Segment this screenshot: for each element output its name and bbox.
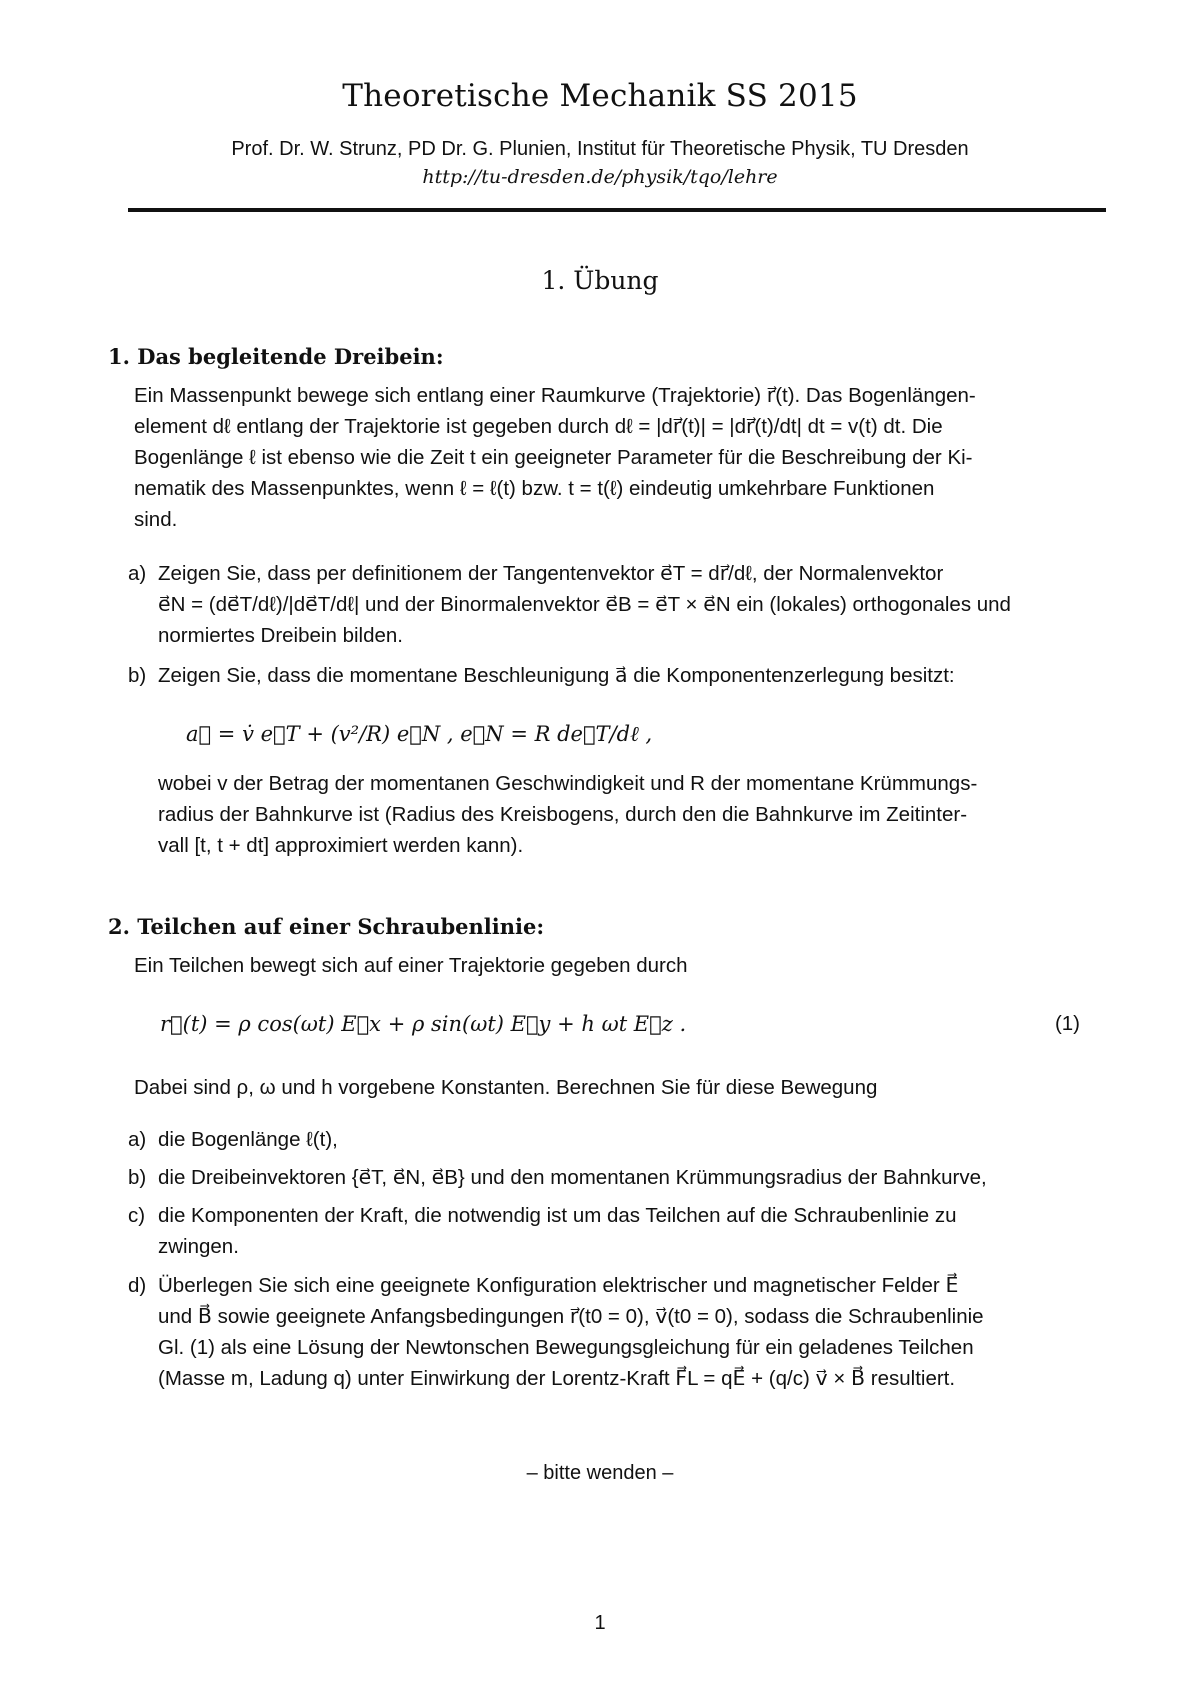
- item-label: b): [128, 664, 147, 687]
- problem-2-item-c: [128, 1200, 1080, 1262]
- item-line: und B⃗ sowie geeignete Anfangsbedingungen r⃗(t0 = 0), v⃗(t0 = 0), sodass die Schraubenlinie: [158, 1305, 984, 1328]
- header-rule: [128, 208, 1106, 212]
- item-line: Zeigen Sie, dass per definitionem der Tangentenvektor e⃗T = dr⃗/dℓ, der Normalenvektor: [158, 562, 944, 585]
- item-line: Zeigen Sie, dass die momentane Beschleunigung a⃗ die Komponentenzerlegung besitzt:: [158, 664, 955, 687]
- item-label: b): [128, 1166, 147, 1189]
- item-line: zwingen.: [158, 1235, 239, 1258]
- problem-2-heading: 2. Teilchen auf einer Schraubenlinie:: [108, 914, 545, 939]
- item-line: die Komponenten der Kraft, die notwendig ist um das Teilchen auf die Schraubenlinie zu: [158, 1204, 957, 1227]
- item-label: d): [128, 1274, 147, 1297]
- item-line: e⃗N = (de⃗T/dℓ)/|de⃗T/dℓ| und der Binormalenvektor e⃗B = e⃗T × e⃗N ein (lokales) orthogonales und: [158, 593, 1011, 616]
- problem-2-intro: Ein Teilchen bewegt sich auf einer Trajektorie gegeben durch: [134, 954, 688, 977]
- problem-2-item-a: [128, 1124, 1080, 1155]
- item-line: Überlegen Sie sich eine geeignete Konfiguration elektrischer und magnetischer Felder E⃗: [158, 1274, 959, 1297]
- problem-1-item-b-explanation: [158, 768, 1080, 861]
- item-line: radius der Bahnkurve ist (Radius des Kreisbogens, durch den die Bahnkurve im Zeitinter-: [158, 803, 968, 826]
- equation-number: (1): [1054, 1012, 1080, 1035]
- item-line: vall [t, t + dt] approximiert werden kann).: [158, 834, 524, 857]
- item-label: a): [128, 1128, 147, 1151]
- problem-1-item-b: [128, 660, 1080, 691]
- page-number: 1: [594, 1612, 606, 1634]
- course-url[interactable]: http://tu-dresden.de/physik/tqo/lehre: [422, 166, 778, 188]
- problem-1-intro-line: nematik des Massenpunktes, wenn ℓ = ℓ(t) bzw. t = t(ℓ) eindeutig umkehrbare Funktionen: [134, 477, 935, 500]
- authors-line: Prof. Dr. W. Strunz, PD Dr. G. Plunien, Institut für Theoretische Physik, TU Dresden: [231, 138, 969, 160]
- problem-1-intro-line: sind.: [134, 508, 178, 531]
- problem-1-item-a: [128, 558, 1080, 651]
- item-line: normiertes Dreibein bilden.: [158, 624, 403, 647]
- sheet-title: 1. Übung: [541, 266, 659, 295]
- acceleration-equation: a⃗ = v̇ e⃗T + (v²/R) e⃗N , e⃗N = R de⃗T/dℓ ,: [186, 722, 653, 746]
- helix-equation: r⃗(t) = ρ cos(ωt) E⃗x + ρ sin(ωt) E⃗y + h ωt E⃗z .: [160, 1012, 687, 1036]
- item-label: a): [128, 562, 147, 585]
- problem-1-intro-line: Ein Massenpunkt bewege sich entlang einer Raumkurve (Trajektorie) r⃗(t). Das Bogenlängen-: [134, 384, 976, 407]
- problem-2-after-equation: Dabei sind ρ, ω und h vorgebene Konstanten. Berechnen Sie für diese Bewegung: [134, 1076, 878, 1099]
- problem-1-heading: 1. Das begleitende Dreibein:: [108, 344, 444, 369]
- item-line: (Masse m, Ladung q) unter Einwirkung der Lorentz-Kraft F⃗L = qE⃗ + (q/c) v⃗ × B⃗ resultiert.: [158, 1367, 956, 1390]
- course-title: Theoretische Mechanik SS 2015: [342, 78, 858, 114]
- item-line: die Dreibeinvektoren {e⃗T, e⃗N, e⃗B} und den momentanen Krümmungsradius der Bahnkurve,: [158, 1166, 987, 1189]
- problem-1-intro-line: Bogenlänge ℓ ist ebenso wie die Zeit t ein geeigneter Parameter für die Beschreibung der Ki-: [134, 446, 973, 469]
- item-label: c): [128, 1204, 146, 1227]
- problem-1-intro-line: element dℓ entlang der Trajektorie ist gegeben durch dℓ = |dr⃗(t)| = |dr⃗(t)/dt| dt = v(t) dt. Die: [134, 415, 943, 438]
- problem-2-item-b: [128, 1162, 1080, 1193]
- problem-1-intro: [134, 380, 1080, 535]
- turn-page-note: – bitte wenden –: [526, 1462, 674, 1484]
- item-line: wobei v der Betrag der momentanen Geschwindigkeit und R der momentane Krümmungs-: [158, 772, 978, 795]
- item-line: die Bogenlänge ℓ(t),: [158, 1128, 338, 1151]
- problem-2-item-d: [128, 1270, 1080, 1394]
- item-line: Gl. (1) als eine Lösung der Newtonschen Bewegungsgleichung für ein geladenes Teilchen: [158, 1336, 974, 1359]
